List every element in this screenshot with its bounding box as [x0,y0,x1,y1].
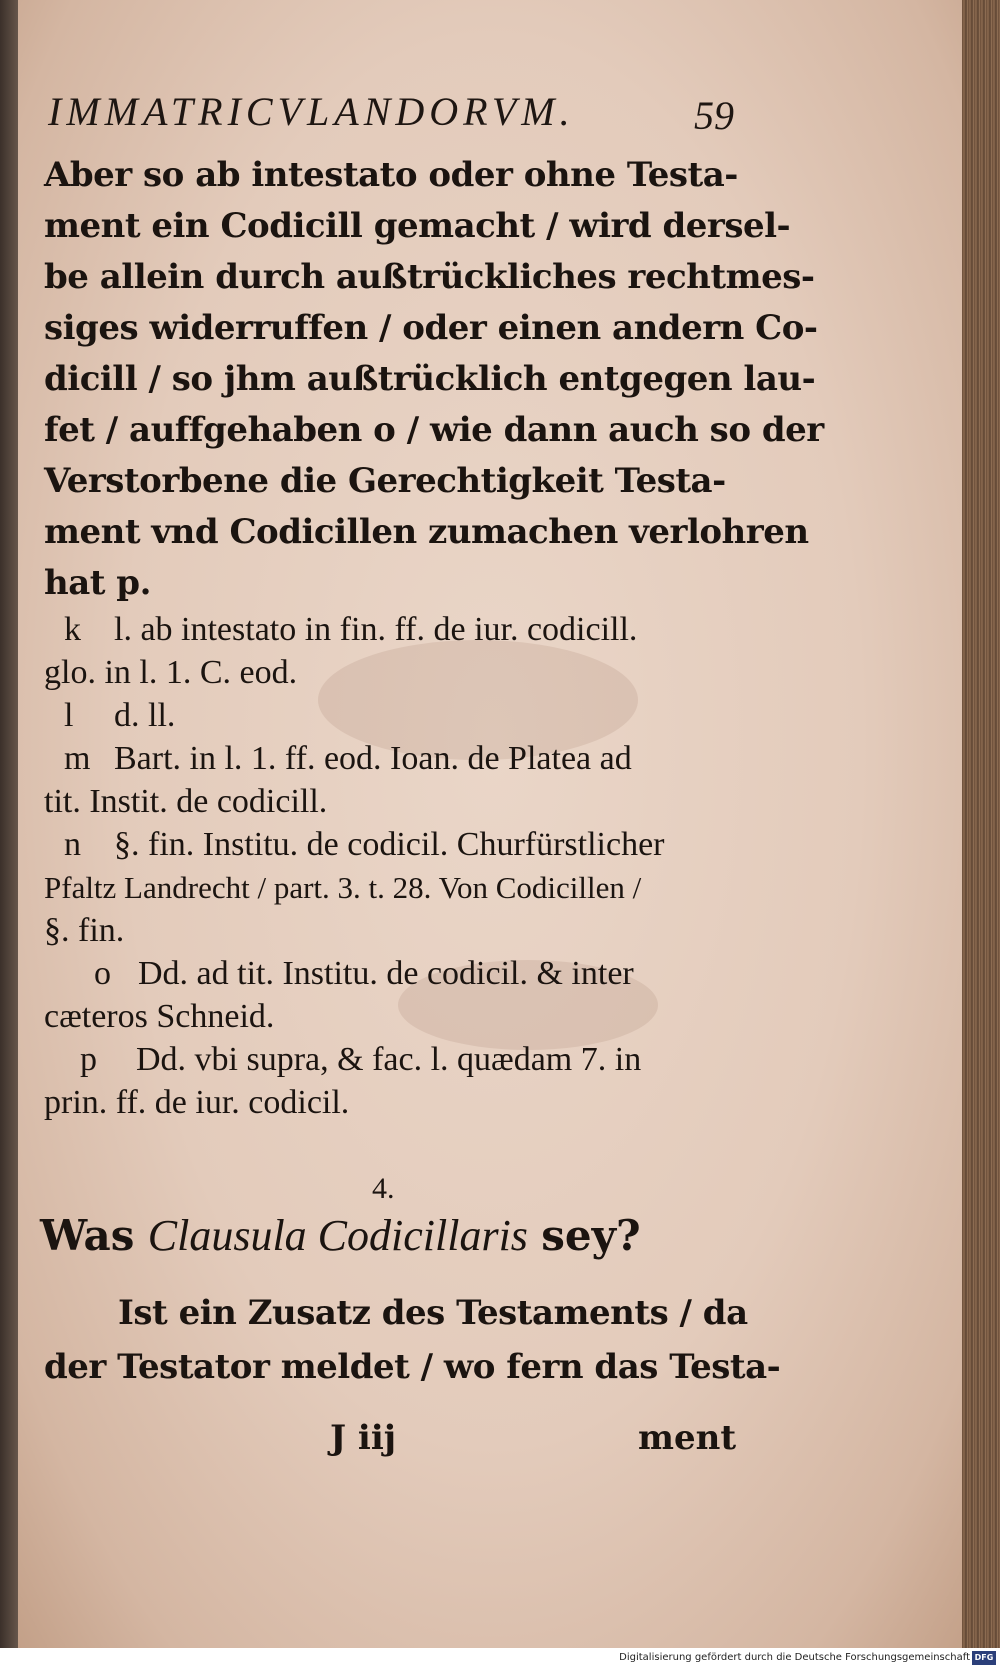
dfg-logo-icon: DFG [972,1651,996,1665]
footnote-p-cont [44,1081,749,1124]
note-text: Dd. ad tit. Institu. de codicil. & inter [138,955,634,992]
text-line: siges widerruffen / oder einen andern Co- [44,308,818,348]
note-text: prin. ff. de iur. codicil. [44,1084,350,1121]
note-text: tit. Instit. de codicill. [44,783,328,820]
note-text: glo. in l. 1. C. eod. [44,654,298,691]
note-text: d. ll. [114,697,176,734]
note-text: Bart. in l. 1. ff. eod. Ioan. de Platea ad [114,740,632,777]
text-line: be allein durch außtrückliches rechtmes- [44,257,815,297]
footnote-k [44,608,749,651]
footnote-k-cont [44,651,749,694]
note-text: §. fin. Institu. de codicil. Churfürstlicher [114,826,665,863]
text-line: dicill / so jhm außtrücklich entgegen lau- [44,359,816,399]
heading-word: Was [40,1211,135,1260]
footnote-o [44,952,749,995]
text-line: der Testator meldet / wo fern das Testa- [44,1347,781,1387]
note-text: §. fin. [44,912,125,949]
note-mark: n [64,826,81,863]
section-number: 4. [372,1172,395,1205]
text-line: Aber so ab intestato oder ohne Testa- [44,155,738,195]
text-line: ment vnd Codicillen zumachen verlohren [44,512,809,552]
running-head: IMMATRICVLANDORVM. [48,89,575,134]
footnote-n-cont [44,866,749,909]
heading-italic: Clausula Codicillaris [147,1211,528,1260]
note-mark: k [64,611,81,648]
text-line: fet / auffgehaben o / wie dann auch so der [44,410,824,450]
note-text: Pfaltz Landrecht / part. 3. t. 28. Von Codicillen / [44,870,642,905]
footer-bar [0,1648,1000,1670]
footnote-m-cont [44,780,749,823]
note-text: l. ab intestato in fin. ff. de iur. codicill. [114,611,638,648]
footnote-m [44,737,749,780]
signature-mark: J iij [330,1418,397,1458]
note-mark: p [80,1041,97,1078]
section-heading [40,1210,760,1261]
footnote-n-cont [44,909,749,952]
heading-word: sey? [541,1211,641,1260]
note-mark: o [94,955,111,992]
text-line: Ist ein Zusatz des Testaments / da [118,1293,748,1333]
text-line: ment ein Codicill gemacht / wird dersel- [44,206,791,246]
footnote-p [44,1038,749,1081]
note-mark: l [64,697,74,734]
note-mark: m [64,740,91,777]
text-line: hat p. [44,563,151,603]
page-edges [962,0,1000,1648]
footnote-o-cont [44,995,749,1038]
footnote-l [44,694,749,737]
catchword: ment [638,1418,737,1458]
footnote-n [44,823,749,866]
note-text: Dd. vbi supra, & fac. l. quædam 7. in [136,1041,642,1078]
page-number: 59 [694,93,734,138]
text-line: Verstorbene die Gerechtigkeit Testa- [44,461,726,501]
footer-credit: Digitalisierung gefördert durch die Deutsche Forschungsgemeinschaft [619,1652,970,1663]
note-text: cæteros Schneid. [44,998,275,1035]
